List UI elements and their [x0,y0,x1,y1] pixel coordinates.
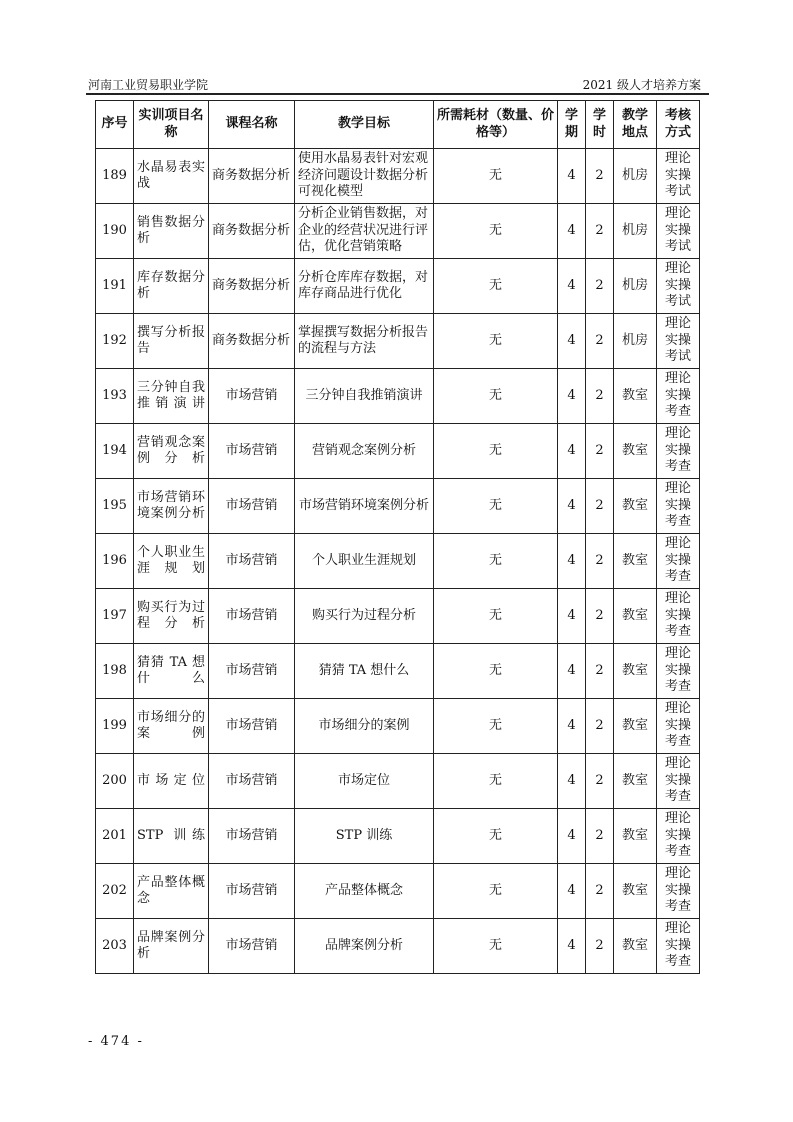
cell-course-name: 市场营销 [209,424,295,479]
table-row [96,589,700,644]
table-row [96,699,700,754]
cell-teaching-goal: STP 训练 [295,809,434,864]
col-header: 课程名称 [209,101,295,149]
cell-course-name: 商务数据分析 [209,204,295,259]
cell-location: 教室 [614,479,657,534]
cell-course-name: 市场营销 [209,754,295,809]
cell-assessment: 理论实操考试 [657,204,700,259]
cell-consumables: 无 [434,259,558,314]
cell-assessment: 理论实操考查 [657,534,700,589]
table-row [96,149,700,204]
cell-project-name: 市场细分的案例 [134,699,209,754]
cell-location: 教室 [614,699,657,754]
col-header: 学时 [586,101,614,149]
cell-assessment: 理论实操考查 [657,479,700,534]
cell-teaching-goal: 市场定位 [295,754,434,809]
cell-teaching-goal: 个人职业生涯规划 [295,534,434,589]
cell-location: 教室 [614,534,657,589]
cell-assessment: 理论实操考试 [657,149,700,204]
cell-consumables: 无 [434,534,558,589]
cell-project-name: 猜猜 TA 想什么 [134,644,209,699]
table-row [96,259,700,314]
cell-row-number: 193 [96,369,134,424]
cell-location: 教室 [614,424,657,479]
cell-row-number: 201 [96,809,134,864]
cell-project-name: 水晶易表实战 [134,149,209,204]
cell-assessment: 理论实操考查 [657,754,700,809]
cell-row-number: 190 [96,204,134,259]
cell-teaching-goal: 分析企业销售数据，对企业的经营状况进行评估，优化营销策略 [295,204,434,259]
cell-consumables: 无 [434,149,558,204]
cell-location: 教室 [614,809,657,864]
cell-teaching-goal: 市场营销环境案例分析 [295,479,434,534]
cell-semester: 4 [558,259,586,314]
col-header: 所需耗材（数量、价格等） [434,101,558,149]
cell-semester: 4 [558,754,586,809]
cell-row-number: 189 [96,149,134,204]
table-row [96,369,700,424]
cell-project-name: 销售数据分析 [134,204,209,259]
cell-teaching-goal: 猜猜 TA 想什么 [295,644,434,699]
table-row [96,644,700,699]
cell-location: 机房 [614,259,657,314]
cell-assessment: 理论实操考试 [657,259,700,314]
cell-consumables: 无 [434,424,558,479]
cell-assessment: 理论实操考查 [657,809,700,864]
cell-course-name: 商务数据分析 [209,314,295,369]
cell-consumables: 无 [434,919,558,974]
cell-consumables: 无 [434,809,558,864]
cell-course-name: 商务数据分析 [209,259,295,314]
cell-hours: 2 [586,699,614,754]
cell-project-name: 个人职业生涯规划 [134,534,209,589]
cell-project-name: 营销观念案例分析 [134,424,209,479]
cell-project-name: 市场营销环境案例分析 [134,479,209,534]
cell-consumables: 无 [434,864,558,919]
cell-project-name: 品牌案例分析 [134,919,209,974]
cell-hours: 2 [586,754,614,809]
cell-teaching-goal: 掌握撰写数据分析报告的流程与方法 [295,314,434,369]
cell-course-name: 市场营销 [209,919,295,974]
cell-assessment: 理论实操考查 [657,919,700,974]
cell-hours: 2 [586,204,614,259]
cell-teaching-goal: 产品整体概念 [295,864,434,919]
cell-location: 教室 [614,864,657,919]
cell-location: 机房 [614,149,657,204]
page-number: - 474 - [88,1034,144,1049]
training-projects-table [95,100,700,974]
cell-location: 教室 [614,369,657,424]
col-header: 学期 [558,101,586,149]
cell-teaching-goal: 购买行为过程分析 [295,589,434,644]
cell-teaching-goal: 三分钟自我推销演讲 [295,369,434,424]
cell-assessment: 理论实操考查 [657,369,700,424]
col-header: 教学地点 [614,101,657,149]
cell-course-name: 市场营销 [209,644,295,699]
cell-hours: 2 [586,479,614,534]
col-header: 考核方式 [657,101,700,149]
cell-consumables: 无 [434,699,558,754]
cell-semester: 4 [558,149,586,204]
cell-project-name: 产品整体概念 [134,864,209,919]
cell-semester: 4 [558,919,586,974]
table-row [96,919,700,974]
cell-hours: 2 [586,589,614,644]
cell-project-name: 撰写分析报告 [134,314,209,369]
cell-semester: 4 [558,809,586,864]
cell-consumables: 无 [434,479,558,534]
cell-hours: 2 [586,424,614,479]
cell-course-name: 市场营销 [209,699,295,754]
cell-location: 机房 [614,314,657,369]
cell-consumables: 无 [434,204,558,259]
table-row [96,809,700,864]
cell-project-name: 购买行为过程分析 [134,589,209,644]
cell-teaching-goal: 市场细分的案例 [295,699,434,754]
cell-course-name: 市场营销 [209,809,295,864]
cell-row-number: 199 [96,699,134,754]
cell-hours: 2 [586,864,614,919]
header-rule [86,93,709,95]
cell-hours: 2 [586,534,614,589]
cell-row-number: 203 [96,919,134,974]
cell-course-name: 市场营销 [209,369,295,424]
cell-location: 教室 [614,589,657,644]
cell-row-number: 194 [96,424,134,479]
cell-consumables: 无 [434,589,558,644]
cell-course-name: 市场营销 [209,534,295,589]
cell-row-number: 202 [96,864,134,919]
cell-semester: 4 [558,369,586,424]
cell-assessment: 理论实操考查 [657,424,700,479]
cell-assessment: 理论实操考查 [657,589,700,644]
cell-project-name: 三分钟自我推销演讲 [134,369,209,424]
cell-hours: 2 [586,259,614,314]
cell-row-number: 197 [96,589,134,644]
cell-consumables: 无 [434,369,558,424]
cell-location: 机房 [614,204,657,259]
cell-consumables: 无 [434,754,558,809]
cell-hours: 2 [586,644,614,699]
cell-consumables: 无 [434,314,558,369]
table-row [96,424,700,479]
cell-assessment: 理论实操考查 [657,644,700,699]
table-row [96,534,700,589]
cell-semester: 4 [558,204,586,259]
cell-project-name: STP 训练 [134,809,209,864]
cell-course-name: 市场营销 [209,479,295,534]
col-header: 教学目标 [295,101,434,149]
cell-hours: 2 [586,809,614,864]
cell-assessment: 理论实操考试 [657,314,700,369]
cell-location: 教室 [614,919,657,974]
table-row [96,754,700,809]
cell-semester: 4 [558,314,586,369]
cell-consumables: 无 [434,644,558,699]
cell-semester: 4 [558,699,586,754]
cell-semester: 4 [558,644,586,699]
cell-teaching-goal: 品牌案例分析 [295,919,434,974]
cell-project-name: 库存数据分析 [134,259,209,314]
cell-semester: 4 [558,534,586,589]
cell-assessment: 理论实操考查 [657,864,700,919]
cell-row-number: 196 [96,534,134,589]
cell-course-name: 商务数据分析 [209,149,295,204]
table-row [96,204,700,259]
cell-teaching-goal: 分析仓库库存数据，对库存商品进行优化 [295,259,434,314]
table-row [96,479,700,534]
cell-teaching-goal: 营销观念案例分析 [295,424,434,479]
cell-row-number: 195 [96,479,134,534]
header-school-name: 河南工业贸易职业学院 [88,78,209,92]
col-header: 序号 [96,101,134,149]
cell-hours: 2 [586,369,614,424]
cell-semester: 4 [558,589,586,644]
col-header: 实训项目名称 [134,101,209,149]
cell-row-number: 192 [96,314,134,369]
cell-course-name: 市场营销 [209,864,295,919]
cell-course-name: 市场营销 [209,589,295,644]
cell-location: 教室 [614,644,657,699]
table-header-row [96,101,700,149]
cell-row-number: 198 [96,644,134,699]
cell-semester: 4 [558,424,586,479]
cell-project-name: 市场定位 [134,754,209,809]
cell-semester: 4 [558,479,586,534]
table-row [96,864,700,919]
cell-semester: 4 [558,864,586,919]
cell-row-number: 200 [96,754,134,809]
cell-assessment: 理论实操考查 [657,699,700,754]
cell-row-number: 191 [96,259,134,314]
cell-hours: 2 [586,149,614,204]
cell-hours: 2 [586,919,614,974]
cell-location: 教室 [614,754,657,809]
cell-teaching-goal: 使用水晶易表针对宏观经济问题设计数据分析可视化模型 [295,149,434,204]
table-row [96,314,700,369]
cell-hours: 2 [586,314,614,369]
header-document-title: 2021 级人才培养方案 [582,78,701,92]
